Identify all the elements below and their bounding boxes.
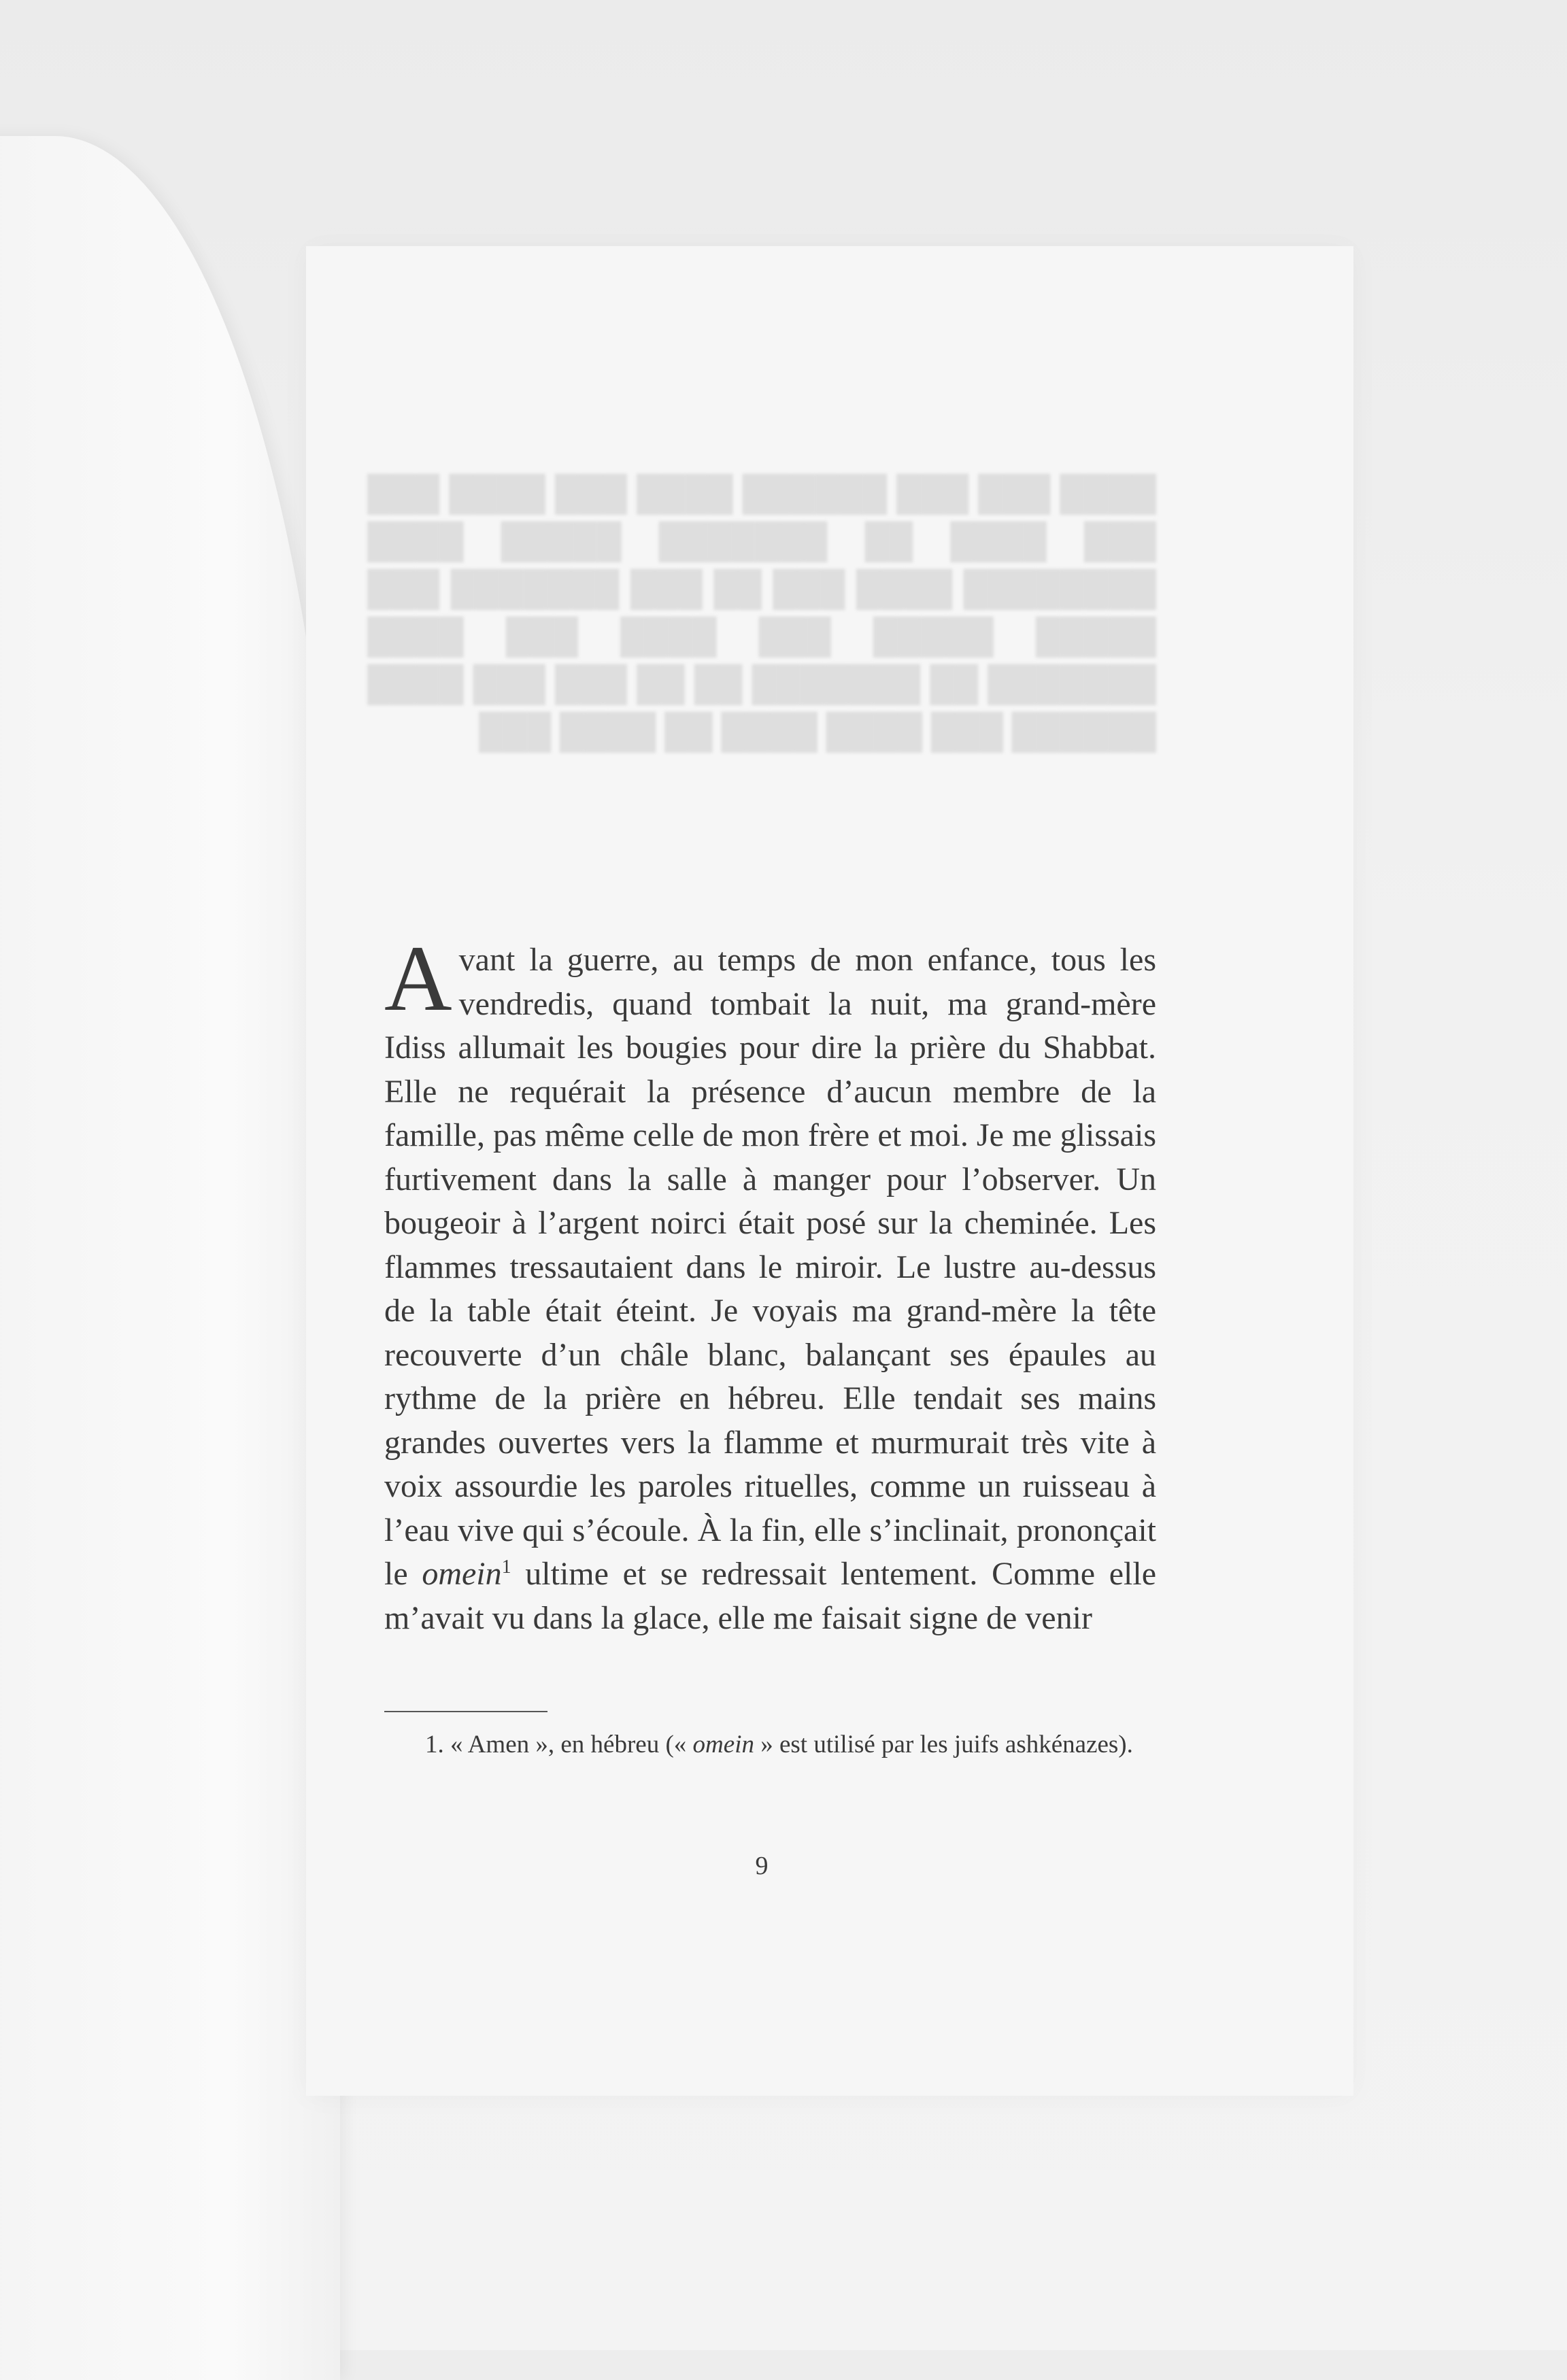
footnote-italic-word: omein — [692, 1731, 754, 1758]
footnote-number: 1. — [425, 1731, 444, 1758]
footnote-separator — [384, 1711, 547, 1712]
footnote-text-before: « Amen », en hébreu (« — [443, 1731, 693, 1758]
footnote — [384, 1727, 1156, 1763]
body-text-part-2: ultime et se redressait lentement. Comme elle m’avait vu dans la glace, elle me faisait signe de venir — [384, 1556, 1157, 1636]
show-through-text: ████ ███ ███ ██████ ████ ███ ████ ███ ███ ████ ██ ███████ █████ ████ ████████ ████ ███ ██ ███ ███████ ███ █████ █████ ███ ████ ███ ████ ███████ ██ ███████ ██ ██ ███ ███ ████ ██████ ███ ████ ████ ██ ████ ███ — [367, 474, 1156, 750]
main-text-block — [384, 926, 1157, 1640]
footnote-text-after: » est utilisé par les juifs ashkénazes). — [754, 1731, 1133, 1758]
body-paragraph — [384, 926, 1157, 1640]
footnote-reference[interactable]: 1 — [501, 1557, 511, 1578]
italic-word: omein — [422, 1556, 502, 1592]
drop-cap: A — [384, 926, 452, 1030]
page-number: 9 — [755, 1852, 769, 1880]
body-text-part-1: vant la guerre, au temps de mon enfance, tous les vendredis, quand tombait la nuit, ma grand-mère Idiss allumait les bougies pour dire la prière du Shabbat. Elle ne requérait la présence d’aucun membre de la famille, pas même celle de mon frère et moi. Je me glissais furtivement dans la salle à manger pour l’observer. Un bougeoir à l’argent noirci était posé sur la cheminée. Les flammes tressautaient dans le miroir. Le lustre au-dessus de la table était éteint. Je voyais ma grand-mère la tête recouverte d’un châle blanc, balançant ses épaules au rythme de la prière en hébreu. Elle tendait ses mains grandes ouvertes vers la flamme et murmurait très vite à voix assourdie les paroles rituelles, comme un ruisseau à l’eau vive qui s’écoule. À la fin, elle s’inclinait, prononçait le — [384, 942, 1156, 1592]
